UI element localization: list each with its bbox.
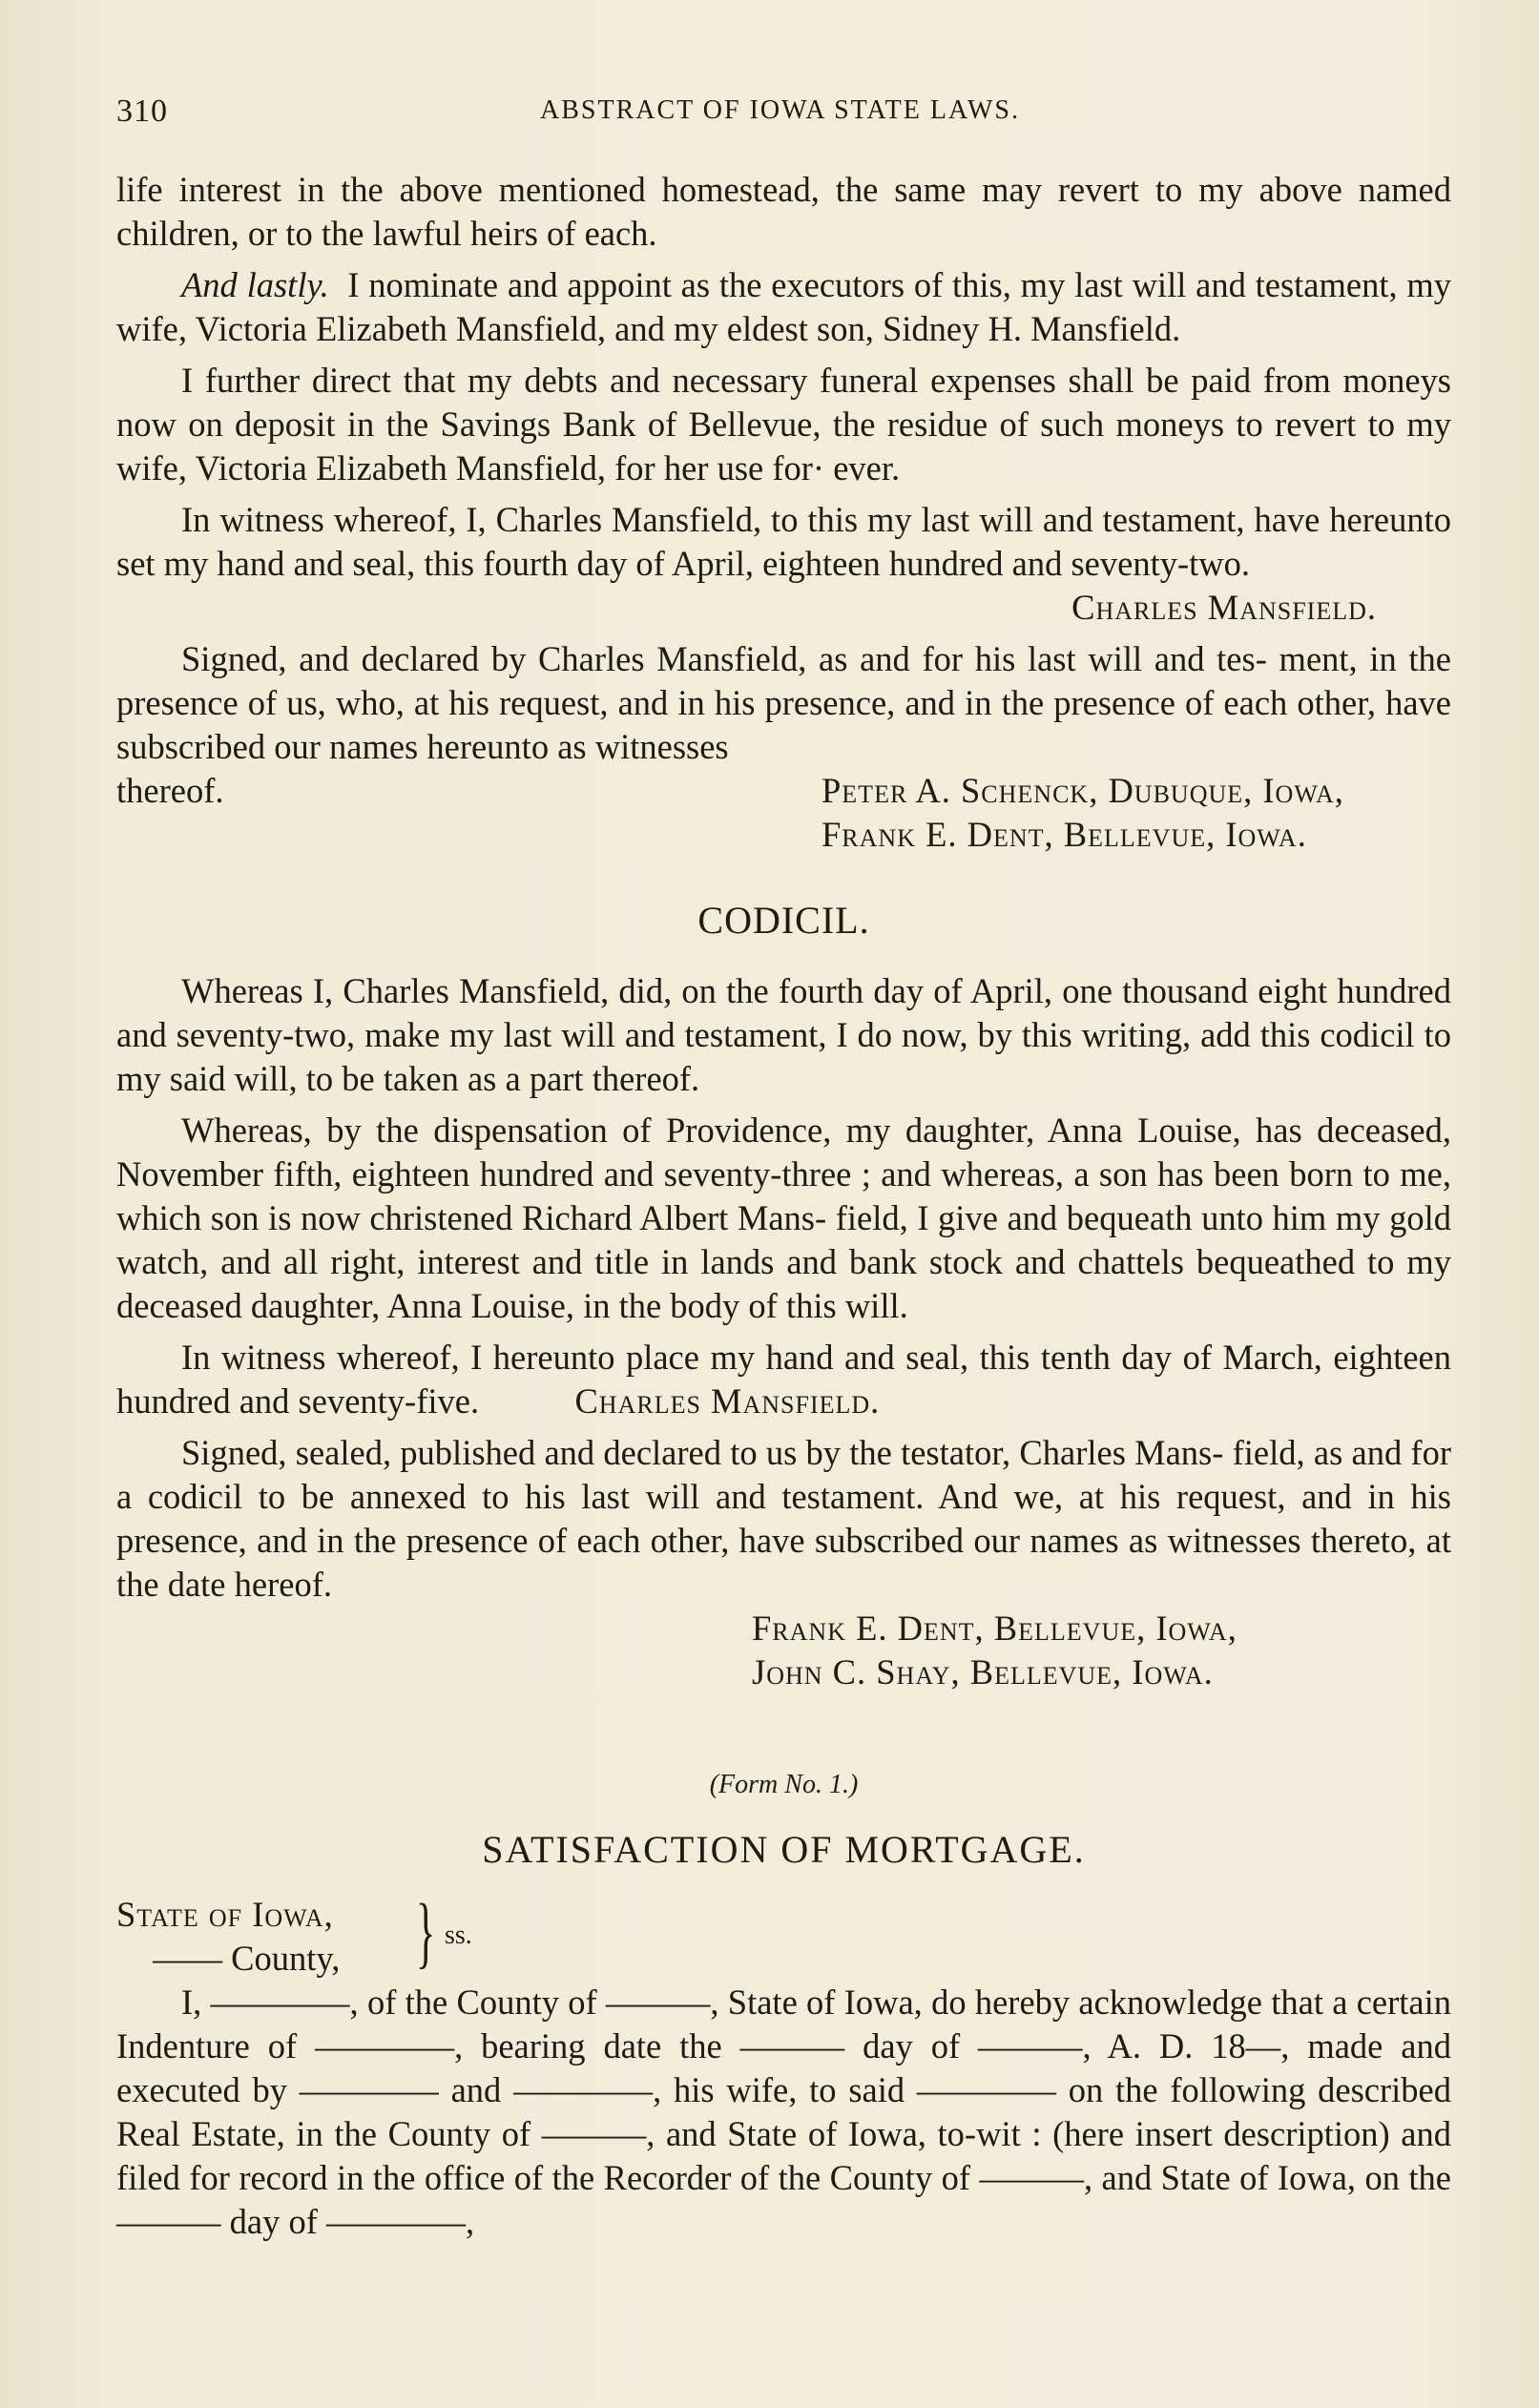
codicil-paragraph-2: Whereas, by the dispensation of Providence, my daughter, Anna Louise, has deceased, November fifth, eighteen hundred and seventy-three ; and whereas, a son has been born to me, which son is now christened Richard Albert Mans- field, I give and bequeath unto him my gold watch, and all right, interest and title in lands and bank stock and chattels bequeathed to my deceased daughter, Anna Louise, in the body of this will.	[116, 1111, 1451, 1325]
venue-ss: ss.	[445, 1920, 472, 1950]
will-attestation: Signed, and declared by Charles Mansfield, as and for his last will and tes- ment, in the presence of us, who, at his request, and in his presence, and in the presence of each other, have subscribed our names hereunto as witnesses	[116, 639, 1451, 766]
codicil-paragraph-3	[116, 1336, 1451, 1423]
page-number: 310	[116, 93, 168, 129]
brace-icon: }	[416, 1888, 436, 1977]
form-heading: SATISFACTION OF MORTGAGE.	[482, 1828, 1086, 1871]
codicil-attestation: Signed, sealed, published and declared to us by the testator, Charles Mans- field, as and for a codicil to be annexed to his last will and testament. And we, at his request, and in his presence, and in the presence of each other, have subscribed our names as witnesses thereto, at the date hereof.	[116, 1433, 1451, 1604]
venue-county: —— County,	[153, 1939, 341, 1978]
codicil-witness-1: Frank E. Dent, Bellevue, Iowa,	[752, 1609, 1237, 1648]
venue-state: State of Iowa,	[116, 1895, 334, 1934]
executors-text: I nominate and appoint as the executors of this, my last will and testament, my wife, Victoria Elizabeth Mansfield, and my eldest son, Sidney H. Mansfield.	[116, 265, 1452, 348]
running-title: ABSTRACT OF IOWA STATE LAWS.	[540, 95, 1020, 125]
will-witness-2: Frank E. Dent, Bellevue, Iowa.	[821, 815, 1307, 854]
will-witnesses	[116, 769, 1451, 857]
will-signature: Charles Mansfield.	[1071, 588, 1377, 627]
page-body	[116, 168, 1451, 2244]
will-paragraph-4: In witness whereof, I, Charles Mansfield, to this my last will and testament, have hereunto set my hand and seal, this fourth day of April, eighteen hundred and seventy-two.	[116, 500, 1451, 583]
and-lastly-italic: And lastly.	[181, 265, 329, 304]
will-witness-1: Peter A. Schenck, Dubuque, Iowa,	[821, 771, 1344, 810]
codicil-heading: CODICIL.	[697, 899, 870, 942]
will-paragraph-1: life interest in the above mentioned homestead, the same may revert to my above named children, or to the lawful heirs of each.	[116, 170, 1451, 253]
will-paragraph-2	[116, 263, 1451, 351]
codicil-paragraph-1: Whereas I, Charles Mansfield, did, on the fourth day of April, one thousand eight hundred and seventy-two, make my last will and testament, I do now, by this writing, add this codicil to my said will, to be taken as a part thereof.	[116, 971, 1451, 1098]
codicil-witness-clause: In witness whereof, I hereunto place my hand and seal, this tenth day of March, eighteen hundred and seventy-five.	[116, 1338, 1451, 1421]
venue-block	[116, 1888, 1451, 1981]
form-number: (Form No. 1.)	[709, 1770, 859, 1799]
running-header	[116, 88, 1444, 135]
will-paragraph-3: I further direct that my debts and necessary funeral expenses shall be paid from moneys now on deposit in the Savings Bank of Bellevue, the residue of such moneys to revert to my wife, Victoria Elizabeth Mansfield, for her use for· ever.	[116, 361, 1451, 488]
codicil-witnesses	[116, 1607, 1451, 1694]
attestation-end: thereof.	[116, 771, 224, 810]
satisfaction-body: I, ————, of the County of ———, State of Iowa, do hereby acknowledge that a certain Indenture of ————, bearing date the ——— day of ———, A. D. 18—, made and executed by ———— and ————, his wife, to said ———— on the following described Real Estate, in the County of ———, and State of Iowa, to-wit : (here insert description) and filed for record in the office of the Recorder of the County of ———, and State of Iowa, on the ——— day of ————,	[116, 1982, 1451, 2241]
codicil-signature: Charles Mansfield.	[574, 1381, 881, 1421]
codicil-witness-2: John C. Shay, Bellevue, Iowa.	[752, 1652, 1214, 1692]
